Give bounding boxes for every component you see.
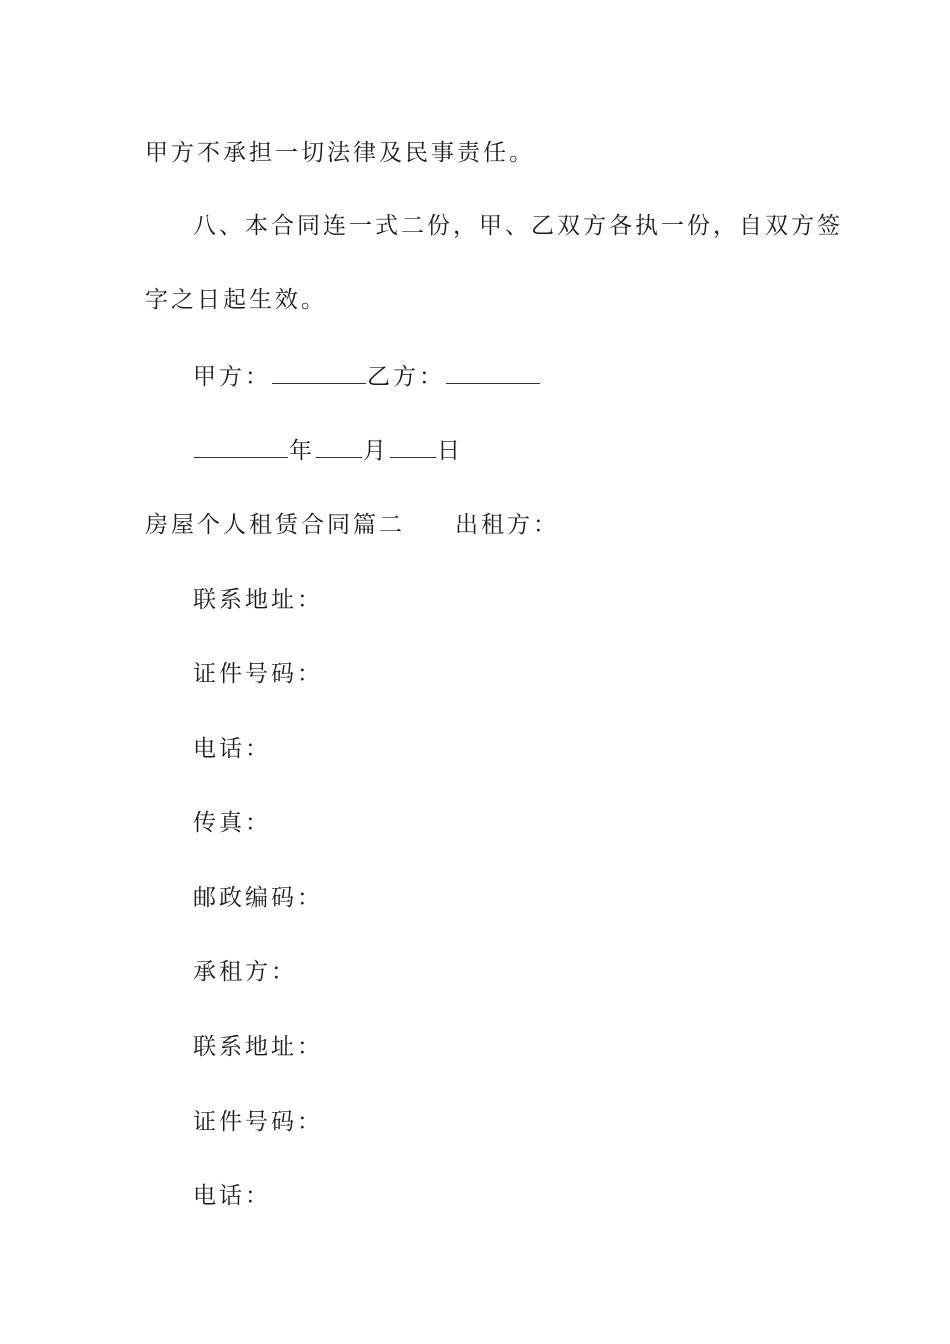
year-label: 年 bbox=[289, 438, 315, 464]
paragraph-liability: 甲方不承担一切法律及民事责任。 bbox=[145, 140, 535, 166]
lessee-phone-label: 电话： bbox=[193, 1183, 271, 1209]
party-a-blank bbox=[272, 361, 366, 384]
paragraph-clause-eight-line2: 字之日起生效。 bbox=[145, 287, 327, 313]
section-title: 房屋个人租赁合同篇二 bbox=[145, 512, 405, 538]
month-blank bbox=[316, 435, 362, 458]
lessor-label: 出租方： bbox=[455, 512, 559, 538]
party-a-label: 甲方： bbox=[193, 364, 271, 390]
section-heading-line bbox=[145, 510, 559, 540]
paragraph-clause-eight-line1: 八、本合同连一式二份，甲、乙双方各执一份，自双方签 bbox=[193, 213, 843, 239]
day-blank bbox=[390, 435, 436, 458]
signature-line bbox=[193, 361, 541, 392]
lessee-id-number-label: 证件号码： bbox=[193, 1109, 323, 1135]
lessee-address-label: 联系地址： bbox=[193, 1034, 323, 1060]
lessor-fax-label: 传真： bbox=[193, 810, 271, 836]
lessor-id-number-label: 证件号码： bbox=[193, 661, 323, 687]
lessee-label: 承租方： bbox=[193, 959, 297, 985]
day-label: 日 bbox=[437, 438, 463, 464]
lessor-address-label: 联系地址： bbox=[193, 587, 323, 613]
lessor-phone-label: 电话： bbox=[193, 736, 271, 762]
year-blank bbox=[194, 435, 288, 458]
lessor-postal-code-label: 邮政编码： bbox=[193, 885, 323, 911]
party-b-blank bbox=[446, 361, 540, 384]
party-b-label: 乙方： bbox=[367, 364, 445, 390]
date-line bbox=[193, 435, 463, 466]
month-label: 月 bbox=[363, 438, 389, 464]
